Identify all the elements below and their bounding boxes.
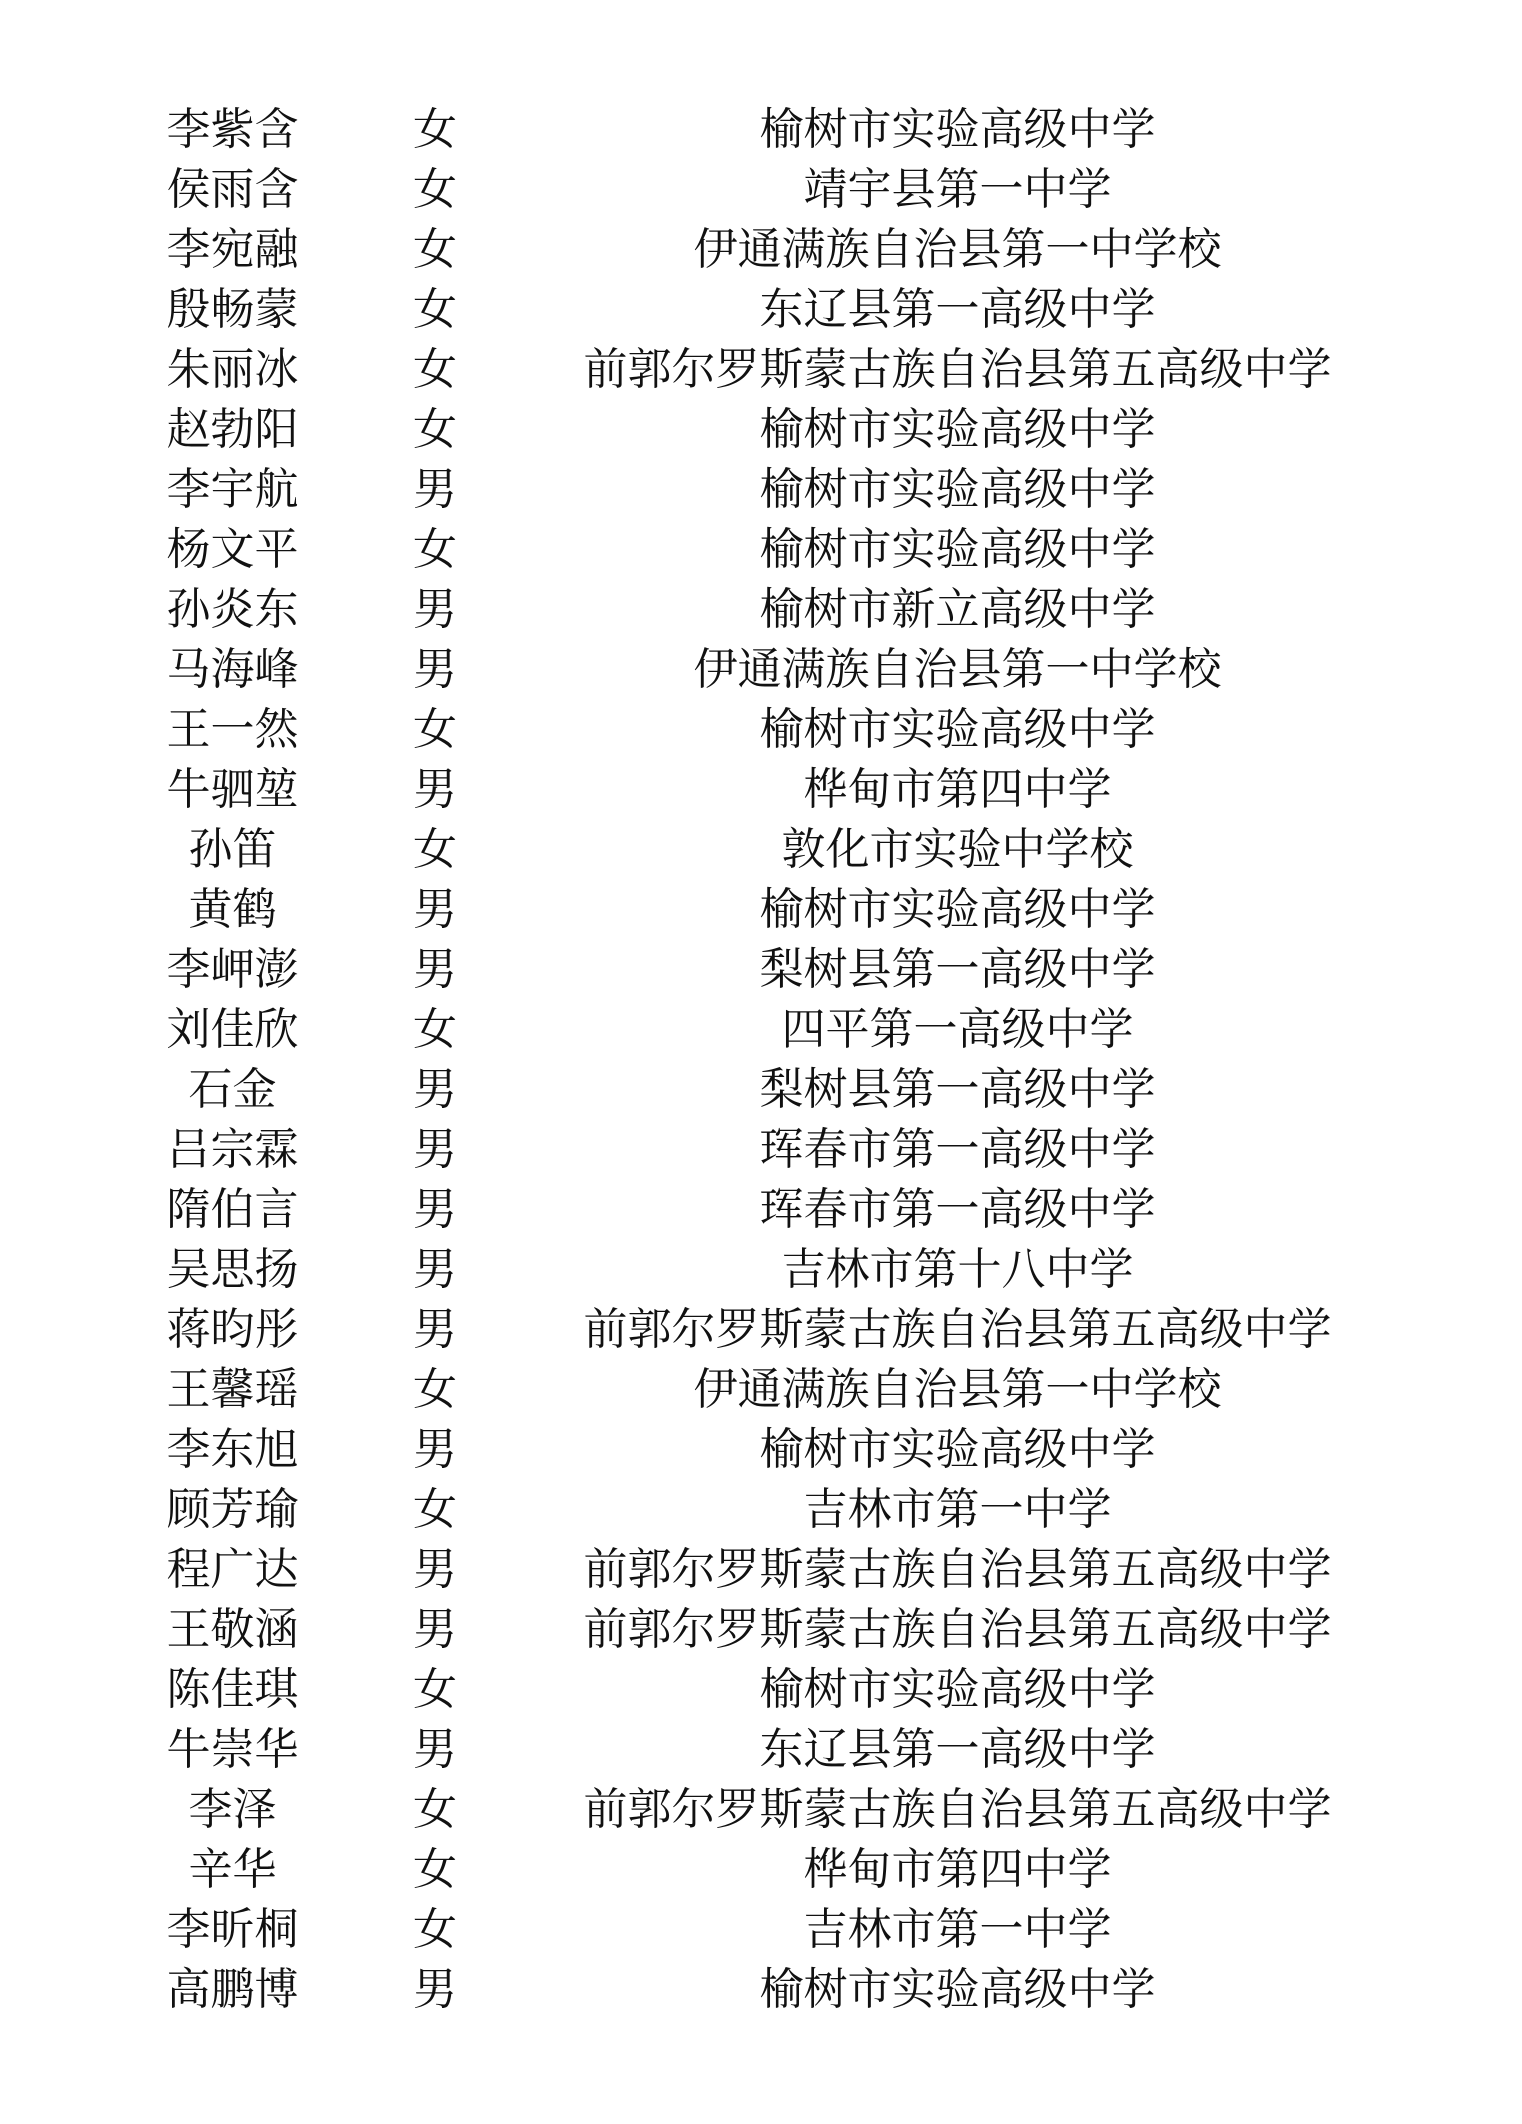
- roster-row: [0, 640, 1522, 700]
- roster-row: [0, 1660, 1522, 1720]
- student-gender: 女: [413, 1004, 457, 1055]
- student-gender: 男: [413, 1064, 457, 1115]
- student-gender: 女: [413, 1844, 457, 1895]
- student-school: 珲春市第一高级中学: [759, 1184, 1156, 1235]
- student-name: 吴思扬: [166, 1244, 299, 1295]
- student-gender: 男: [413, 1124, 457, 1175]
- student-name: 程广达: [166, 1544, 299, 1595]
- roster-row: [0, 1540, 1522, 1600]
- student-name: 顾芳瑜: [166, 1484, 299, 1535]
- roster-row: [0, 1420, 1522, 1480]
- student-school: 伊通满族自治县第一中学校: [693, 644, 1222, 695]
- student-school: 伊通满族自治县第一中学校: [693, 1364, 1222, 1415]
- roster-row: [0, 820, 1522, 880]
- student-gender: 男: [413, 884, 457, 935]
- student-gender: 女: [413, 824, 457, 875]
- roster-row: [0, 580, 1522, 640]
- student-school: 伊通满族自治县第一中学校: [693, 224, 1222, 275]
- student-gender: 女: [413, 1664, 457, 1715]
- roster-row: [0, 1840, 1522, 1900]
- student-gender: 男: [413, 764, 457, 815]
- student-school: 前郭尔罗斯蒙古族自治县第五高级中学: [583, 1544, 1332, 1595]
- roster-row: [0, 280, 1522, 340]
- student-name: 殷畅蒙: [166, 284, 299, 335]
- student-name: 王馨瑶: [166, 1364, 299, 1415]
- student-gender: 女: [413, 1364, 457, 1415]
- student-school: 前郭尔罗斯蒙古族自治县第五高级中学: [583, 1304, 1332, 1355]
- student-school: 靖宇县第一中学: [803, 164, 1112, 215]
- student-school: 东辽县第一高级中学: [759, 284, 1156, 335]
- student-gender: 男: [413, 1304, 457, 1355]
- student-gender: 女: [413, 1484, 457, 1535]
- student-gender: 男: [413, 644, 457, 695]
- student-gender: 女: [413, 284, 457, 335]
- student-school: 榆树市实验高级中学: [759, 1664, 1156, 1715]
- student-school: 前郭尔罗斯蒙古族自治县第五高级中学: [583, 344, 1332, 395]
- student-gender: 女: [413, 164, 457, 215]
- student-name: 孙笛: [188, 824, 277, 875]
- roster-row: [0, 520, 1522, 580]
- roster-row: [0, 460, 1522, 520]
- student-name: 李宇航: [166, 464, 299, 515]
- roster-row: [0, 760, 1522, 820]
- student-name: 李岬澎: [166, 944, 299, 995]
- student-name: 孙炎东: [166, 584, 299, 635]
- roster-row: [0, 100, 1522, 160]
- student-name: 高鹏博: [166, 1964, 299, 2015]
- roster-row: [0, 1120, 1522, 1180]
- student-gender: 女: [413, 1904, 457, 1955]
- student-name: 李昕桐: [166, 1904, 299, 1955]
- roster-row: [0, 1360, 1522, 1420]
- roster-row: [0, 160, 1522, 220]
- student-gender: 女: [413, 224, 457, 275]
- student-name: 陈佳琪: [166, 1664, 299, 1715]
- roster-row: [0, 1300, 1522, 1360]
- student-gender: 男: [413, 1184, 457, 1235]
- student-gender: 女: [413, 1784, 457, 1835]
- student-gender: 女: [413, 404, 457, 455]
- student-school: 前郭尔罗斯蒙古族自治县第五高级中学: [583, 1604, 1332, 1655]
- student-name: 黄鹤: [188, 884, 277, 935]
- student-school: 吉林市第十八中学: [781, 1244, 1134, 1295]
- student-school: 桦甸市第四中学: [803, 1844, 1112, 1895]
- student-school: 榆树市实验高级中学: [759, 884, 1156, 935]
- student-gender: 男: [413, 1604, 457, 1655]
- roster-row: [0, 700, 1522, 760]
- student-name: 蒋昀彤: [166, 1304, 299, 1355]
- student-school: 梨树县第一高级中学: [759, 944, 1156, 995]
- student-school: 前郭尔罗斯蒙古族自治县第五高级中学: [583, 1784, 1332, 1835]
- roster-row: [0, 400, 1522, 460]
- student-roster: [0, 100, 1522, 2020]
- roster-row: [0, 880, 1522, 940]
- student-school: 梨树县第一高级中学: [759, 1064, 1156, 1115]
- student-name: 吕宗霖: [166, 1124, 299, 1175]
- student-school: 四平第一高级中学: [781, 1004, 1134, 1055]
- student-school: 敦化市实验中学校: [781, 824, 1134, 875]
- student-school: 榆树市实验高级中学: [759, 524, 1156, 575]
- student-gender: 男: [413, 1724, 457, 1775]
- student-name: 王敬涵: [166, 1604, 299, 1655]
- student-school: 榆树市实验高级中学: [759, 104, 1156, 155]
- student-name: 侯雨含: [166, 164, 299, 215]
- student-name: 李东旭: [166, 1424, 299, 1475]
- student-name: 李紫含: [166, 104, 299, 155]
- student-gender: 男: [413, 584, 457, 635]
- roster-row: [0, 220, 1522, 280]
- student-school: 东辽县第一高级中学: [759, 1724, 1156, 1775]
- student-school: 榆树市实验高级中学: [759, 404, 1156, 455]
- student-school: 吉林市第一中学: [803, 1904, 1112, 1955]
- roster-row: [0, 1720, 1522, 1780]
- student-school: 榆树市实验高级中学: [759, 1424, 1156, 1475]
- roster-row: [0, 1000, 1522, 1060]
- student-name: 辛华: [188, 1844, 277, 1895]
- student-name: 牛驷堃: [166, 764, 299, 815]
- student-name: 石金: [188, 1064, 277, 1115]
- student-name: 王一然: [166, 704, 299, 755]
- student-gender: 女: [413, 524, 457, 575]
- student-school: 吉林市第一中学: [803, 1484, 1112, 1535]
- roster-row: [0, 1600, 1522, 1660]
- student-name: 朱丽冰: [166, 344, 299, 395]
- student-name: 牛崇华: [166, 1724, 299, 1775]
- roster-row: [0, 1900, 1522, 1960]
- student-name: 马海峰: [166, 644, 299, 695]
- student-school: 榆树市实验高级中学: [759, 1964, 1156, 2015]
- student-gender: 男: [413, 944, 457, 995]
- roster-row: [0, 1780, 1522, 1840]
- roster-row: [0, 940, 1522, 1000]
- student-school: 榆树市新立高级中学: [759, 584, 1156, 635]
- student-name: 李宛融: [166, 224, 299, 275]
- roster-row: [0, 1180, 1522, 1240]
- student-gender: 男: [413, 1964, 457, 2015]
- student-name: 刘佳欣: [166, 1004, 299, 1055]
- student-gender: 女: [413, 104, 457, 155]
- student-gender: 女: [413, 704, 457, 755]
- student-name: 杨文平: [166, 524, 299, 575]
- student-school: 榆树市实验高级中学: [759, 464, 1156, 515]
- student-name: 隋伯言: [166, 1184, 299, 1235]
- student-school: 桦甸市第四中学: [803, 764, 1112, 815]
- roster-row: [0, 1060, 1522, 1120]
- student-gender: 男: [413, 1244, 457, 1295]
- student-gender: 女: [413, 344, 457, 395]
- student-name: 李泽: [188, 1784, 277, 1835]
- roster-row: [0, 1480, 1522, 1540]
- student-school: 珲春市第一高级中学: [759, 1124, 1156, 1175]
- student-gender: 男: [413, 464, 457, 515]
- student-school: 榆树市实验高级中学: [759, 704, 1156, 755]
- roster-row: [0, 1960, 1522, 2020]
- student-name: 赵勃阳: [166, 404, 299, 455]
- roster-row: [0, 340, 1522, 400]
- student-gender: 男: [413, 1424, 457, 1475]
- roster-row: [0, 1240, 1522, 1300]
- student-gender: 男: [413, 1544, 457, 1595]
